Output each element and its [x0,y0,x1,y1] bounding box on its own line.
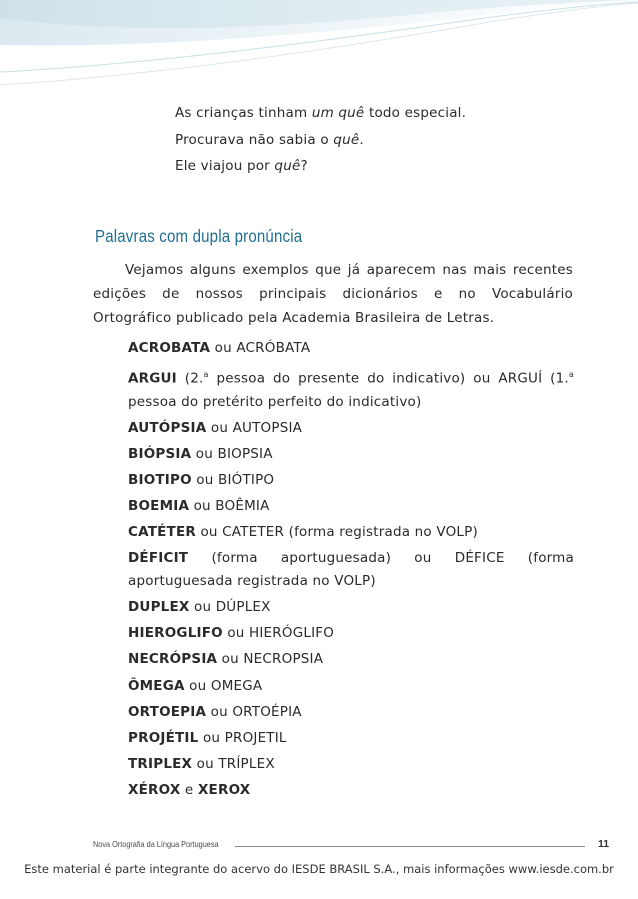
word-pair [128,547,574,593]
word-variant: ou PROJETIL [198,729,287,746]
word-term: PROJÉTIL [128,729,199,746]
word-pair [128,443,574,466]
word-pair [128,622,574,645]
intro-paragraph: Vejamos alguns exemplos que já aparecem nas mais recentes edições de nossos principais dicionários e no Vocabulário Ortográfico publicado pela Academia Brasileira de Letras. [93,262,573,326]
word-variant: e [180,781,198,798]
sentence-text: todo especial. [364,105,467,121]
word-variant: ou TRÍPLEX [192,755,275,772]
word-term: DÉFICIT [128,550,189,567]
word-pair [128,495,574,518]
word-variant: (2. [176,370,204,387]
word-pair [128,596,574,619]
footer-note: Este material é parte integrante do acervo do IESDE BRASIL S.A., mais informações www.iesde.com.br [24,862,614,876]
example-sentences [175,104,595,184]
word-term: NECRÓPSIA [128,651,218,668]
word-pair [128,648,574,671]
word-pair [128,363,574,414]
word-term: XÉROX [128,781,181,798]
word-variant: ou AUTOPSIA [206,419,303,436]
page-number: 11 [598,838,610,850]
word-pair [128,701,574,724]
word-pair [128,417,574,440]
word-variant: ou NECROPSIA [217,651,324,668]
sentence-text: As crianças tinham [175,105,312,121]
word-pair [128,469,574,492]
word-term: ORTOEPIA [128,703,207,720]
word-term: BOEMIA [128,497,190,514]
word-variant: ou ACRÓBATA [210,340,311,356]
emphasized-word: um quê [311,105,365,121]
word-variant: pessoa do presente do indicativo) ou ARGUÍ (1. [208,370,569,387]
word-term: CATÉTER [128,524,196,541]
word-term: XEROX [197,781,251,798]
word-variant: ou HIERÓGLIFO [222,625,335,642]
word-variant: ou CATETER (forma registrada no VOLP) [195,524,478,541]
footer-divider [235,846,585,847]
word-variant: ou OMEGA [184,677,263,694]
ordinal-indicator: a [568,370,574,380]
ordinal-indicator: a [203,370,209,380]
word-pair [128,753,574,776]
word-variant: ou BIÓTIPO [191,471,275,488]
word-variant: ou ORTOÉPIA [206,703,302,720]
section-title: Palavras com dupla pronúncia [95,226,303,246]
sentence-text: ? [300,158,308,174]
word-pair [128,727,574,750]
example-sentence [175,157,595,184]
word-pair [128,779,574,802]
word-pair [128,675,574,698]
sentence-text: . [359,131,364,148]
word-variant: (forma aportuguesada) ou DÉFICE (forma aportuguesada registrada no VOLP) [128,550,574,590]
word-pair [128,337,574,360]
word-variant: ou BIOPSIA [191,445,273,462]
word-term: DUPLEX [128,599,190,616]
word-term: HIEROGLIFO [128,625,223,642]
word-term: AUTÓPSIA [128,419,207,436]
word-variant: ou BOÊMIA [189,497,270,514]
sentence-text: Ele viajou por [175,158,275,174]
word-term: ACROBATA [128,340,211,356]
emphasized-word: quê [333,131,360,148]
word-term: TRIPLEX [128,755,193,772]
footer-book-title: Nova Ortografia da Língua Portuguesa [93,839,219,849]
word-term: ARGUI [128,370,177,387]
emphasized-word: quê [274,158,301,174]
word-list [128,337,574,805]
word-term: BIÓPSIA [128,445,192,462]
header-decoration [0,0,638,92]
example-sentence [175,104,595,131]
word-variant: ou DÚPLEX [189,599,271,616]
sentence-text: Procurava não sabia o [175,131,334,148]
word-term: ÔMEGA [128,677,185,694]
word-pair [128,521,574,544]
example-sentence [175,131,595,158]
word-term: BIOTIPO [128,471,192,488]
word-variant: pessoa do pretérito perfeito do indicativo) [128,393,422,410]
